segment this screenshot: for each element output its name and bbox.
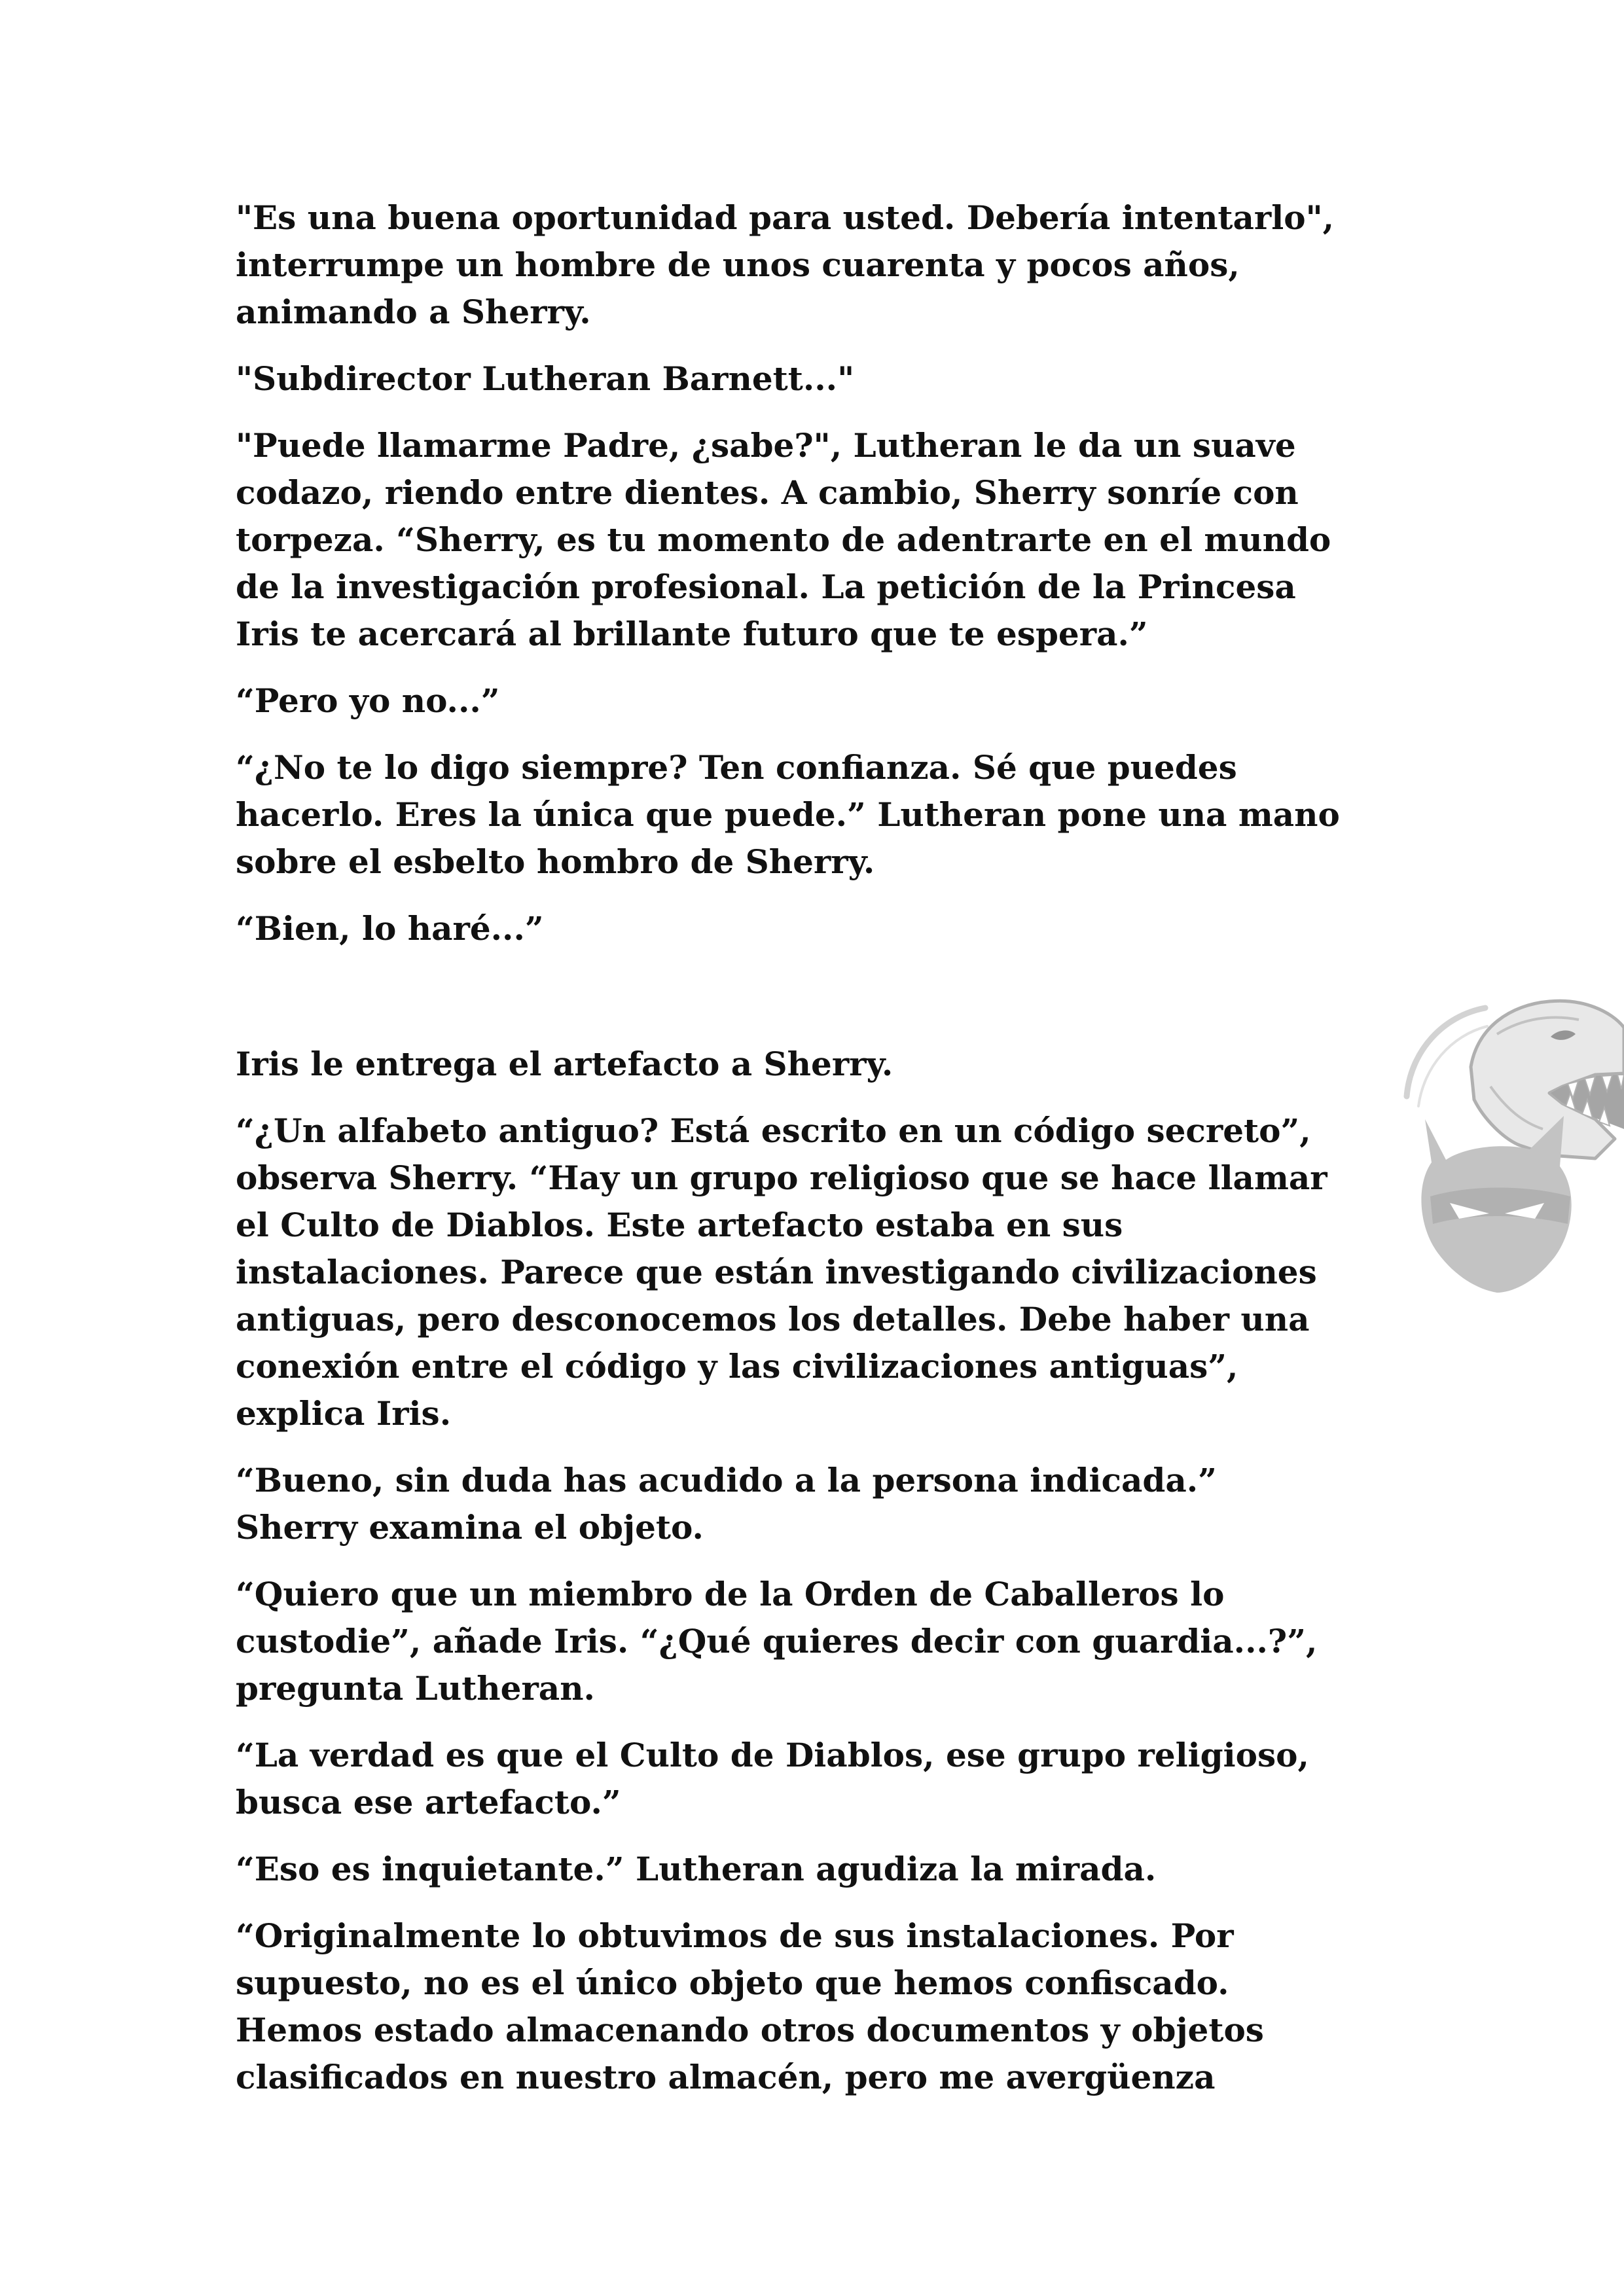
text-line: animando a Sherry. (236, 293, 591, 331)
text-line: “Bueno, sin duda has acudido a la persona indicada.” (236, 1461, 1217, 1499)
text-line: conexión entre el código y las civilizaciones antiguas”, (236, 1347, 1238, 1386)
text-line: de la investigación profesional. La petición de la Princesa (236, 567, 1296, 606)
text-line: pregunta Lutheran. (236, 1669, 595, 1708)
paragraph (236, 1732, 1340, 1826)
paragraph (236, 1107, 1340, 1437)
text-line: interrumpe un hombre de unos cuarenta y pocos años, (236, 245, 1240, 284)
paragraph (236, 194, 1340, 336)
text-line: “Pero yo no...” (236, 681, 500, 720)
paragraph (236, 1041, 1340, 1088)
text-line: el Culto de Diablos. Este artefacto estaba en sus (236, 1206, 1123, 1244)
text-line: torpeza. “Sherry, es tu momento de adentrarte en el mundo (236, 520, 1331, 559)
paragraph (236, 1571, 1340, 1712)
text-line: custodie”, añade Iris. “¿Qué quieres decir con guardia...?”, (236, 1622, 1318, 1660)
paragraph (236, 1846, 1340, 1893)
body-text (236, 194, 1340, 2121)
paragraph (236, 1912, 1340, 2101)
text-line: clasificados en nuestro almacén, pero me avergüenza (236, 2058, 1216, 2096)
scene-break (236, 972, 1340, 1041)
text-line: codazo, riendo entre dientes. A cambio, Sherry sonríe con (236, 473, 1299, 512)
text-line: hacerlo. Eres la única que puede.” Lutheran pone una mano (236, 795, 1340, 834)
paragraph (236, 744, 1340, 886)
dinosaur-logo-icon (1399, 988, 1624, 1302)
text-line: supuesto, no es el único objeto que hemos confiscado. (236, 1964, 1229, 2002)
paragraph (236, 677, 1340, 725)
text-line: Iris te acercará al brillante futuro que te espera.” (236, 615, 1148, 653)
paragraph (236, 905, 1340, 952)
text-line: "Puede llamarme Padre, ¿sabe?", Lutheran le da un suave (236, 426, 1296, 465)
text-line: sobre el esbelto hombro de Sherry. (236, 842, 875, 881)
text-line: observa Sherry. “Hay un grupo religioso que se hace llamar (236, 1158, 1327, 1197)
text-line: Iris le entrega el artefacto a Sherry. (236, 1045, 893, 1083)
text-line: Sherry examina el objeto. (236, 1508, 704, 1547)
paragraph (236, 422, 1340, 658)
text-line: explica Iris. (236, 1394, 452, 1433)
text-line: "Subdirector Lutheran Barnett..." (236, 359, 855, 398)
paragraph (236, 355, 1340, 403)
text-line: "Es una buena oportunidad para usted. Debería intentarlo", (236, 198, 1335, 237)
text-line: “Eso es inquietante.” Lutheran agudiza la mirada. (236, 1850, 1157, 1888)
text-line: “¿Un alfabeto antiguo? Está escrito en un código secreto”, (236, 1111, 1311, 1150)
text-line: busca ese artefacto.” (236, 1783, 621, 1821)
text-line: “Bien, lo haré...” (236, 909, 544, 948)
text-line: Hemos estado almacenando otros documentos y objetos (236, 2011, 1264, 2049)
text-line: instalaciones. Parece que están investigando civilizaciones (236, 1253, 1317, 1291)
text-line: “Quiero que un miembro de la Orden de Caballeros lo (236, 1575, 1225, 1613)
text-line: “La verdad es que el Culto de Diablos, ese grupo religioso, (236, 1736, 1309, 1774)
text-line: antiguas, pero desconocemos los detalles. Debe haber una (236, 1300, 1310, 1338)
text-line: “Originalmente lo obtuvimos de sus instalaciones. Por (236, 1916, 1234, 1955)
paragraph (236, 1457, 1340, 1551)
text-line: “¿No te lo digo siempre? Ten confianza. Sé que puedes (236, 748, 1237, 787)
